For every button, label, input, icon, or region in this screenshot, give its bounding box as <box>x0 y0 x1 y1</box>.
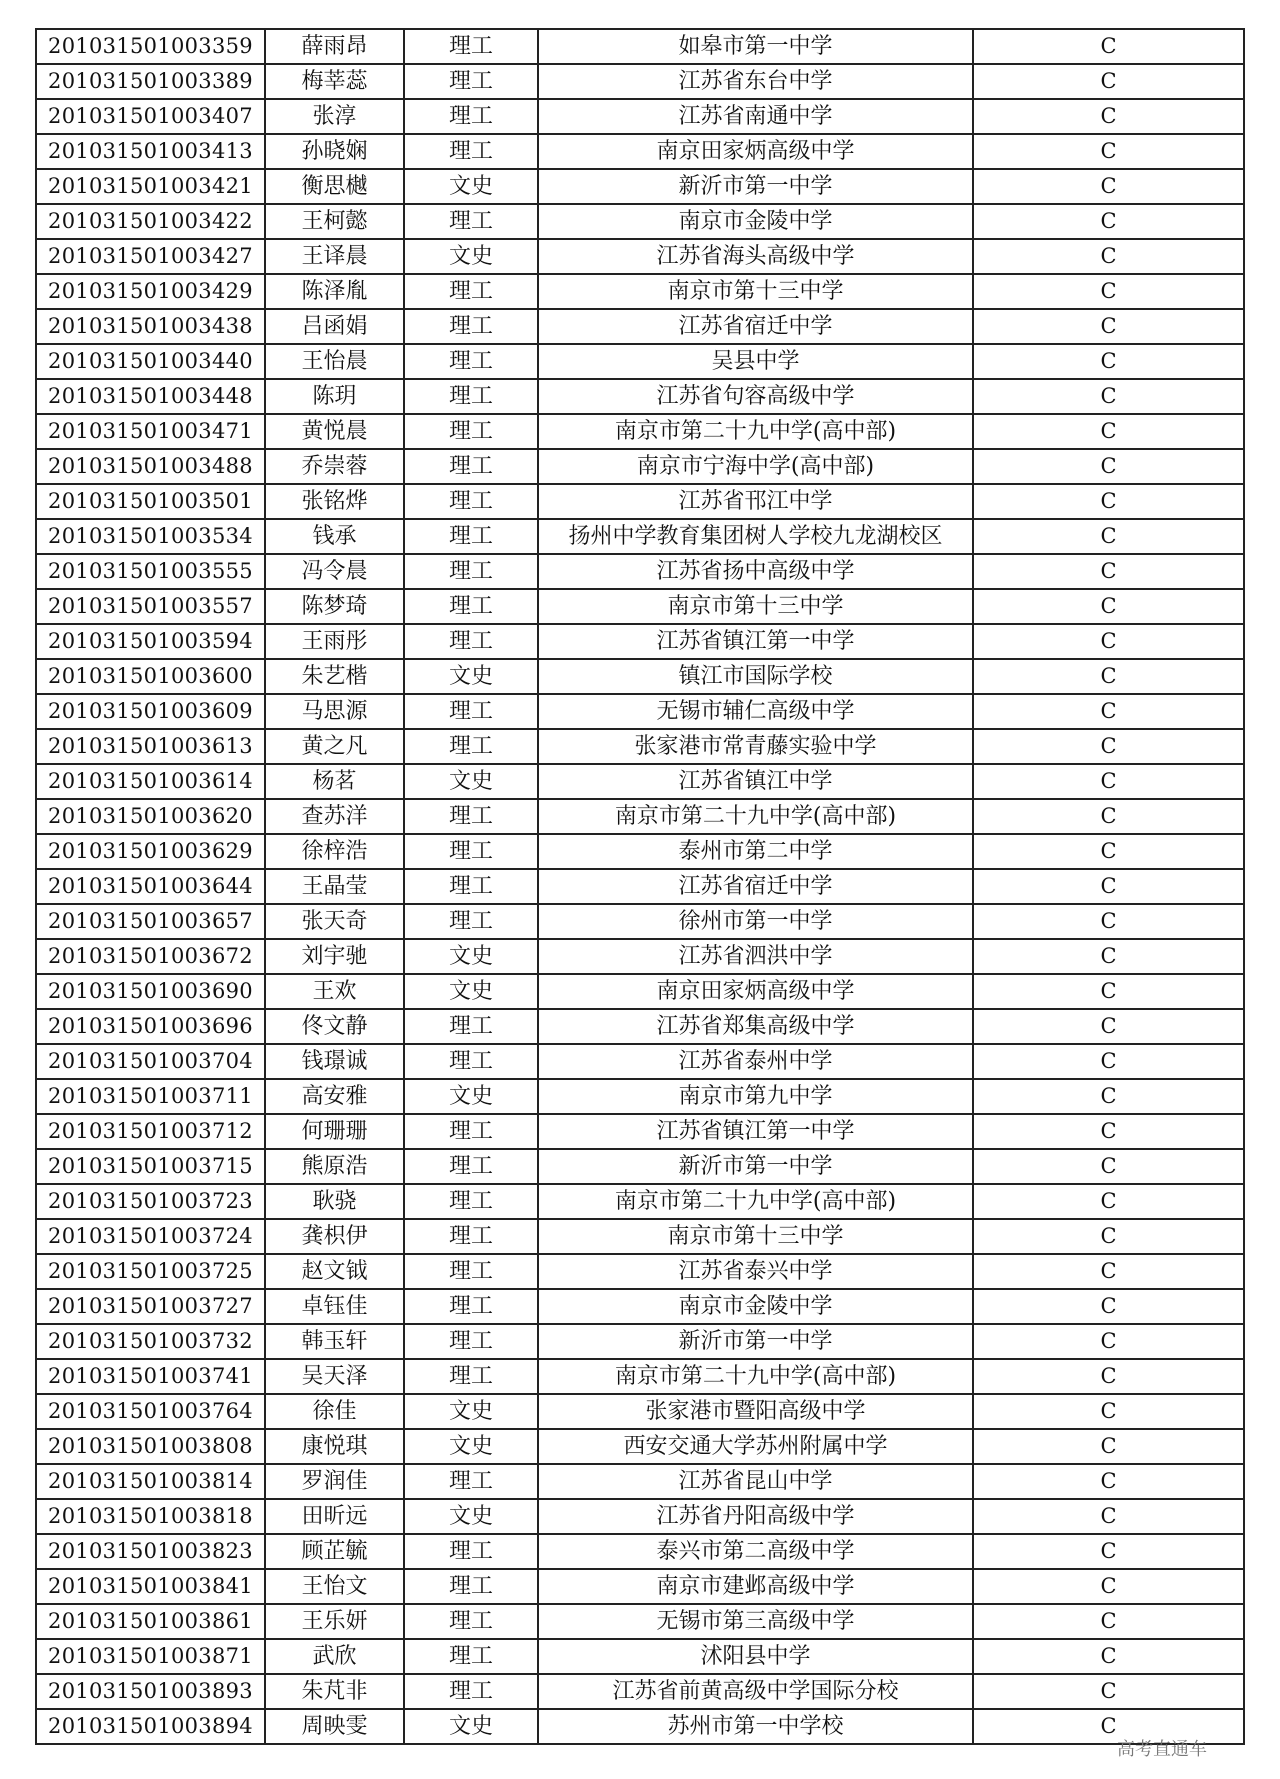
school-cell: 江苏省南通中学 <box>538 99 973 134</box>
subject-track-cell: 理工 <box>404 1604 538 1639</box>
table-row <box>36 1009 1244 1044</box>
exam-id-cell: 201031501003614 <box>36 764 265 799</box>
exam-id-cell: 201031501003501 <box>36 484 265 519</box>
subject-track-cell: 文史 <box>404 1394 538 1429</box>
table-row <box>36 134 1244 169</box>
subject-track-cell: 理工 <box>404 1149 538 1184</box>
table-row <box>36 309 1244 344</box>
exam-id-cell: 201031501003727 <box>36 1289 265 1324</box>
grade-cell: C <box>973 589 1244 624</box>
student-name-cell: 陈玥 <box>265 379 404 414</box>
watermark-text: 高考直通车 <box>1117 1739 1207 1760</box>
school-cell: 江苏省扬中高级中学 <box>538 554 973 589</box>
table-body <box>36 29 1244 1744</box>
subject-track-cell: 文史 <box>404 659 538 694</box>
table-row <box>36 169 1244 204</box>
grade-cell: C <box>973 204 1244 239</box>
table-row <box>36 624 1244 659</box>
grade-cell: C <box>973 1289 1244 1324</box>
grade-cell: C <box>973 344 1244 379</box>
student-name-cell: 乔崇蓉 <box>265 449 404 484</box>
table-row <box>36 1114 1244 1149</box>
subject-track-cell: 理工 <box>404 799 538 834</box>
table-row <box>36 974 1244 1009</box>
school-cell: 江苏省郑集高级中学 <box>538 1009 973 1044</box>
school-cell: 江苏省镇江中学 <box>538 764 973 799</box>
student-name-cell: 何珊珊 <box>265 1114 404 1149</box>
exam-id-cell: 201031501003613 <box>36 729 265 764</box>
student-name-cell: 卓钰佳 <box>265 1289 404 1324</box>
school-cell: 沭阳县中学 <box>538 1639 973 1674</box>
student-name-cell: 马思源 <box>265 694 404 729</box>
exam-id-cell: 201031501003724 <box>36 1219 265 1254</box>
subject-track-cell: 文史 <box>404 1499 538 1534</box>
grade-cell: C <box>973 1359 1244 1394</box>
grade-cell: C <box>973 764 1244 799</box>
grade-cell: C <box>973 519 1244 554</box>
subject-track-cell: 文史 <box>404 1079 538 1114</box>
table-row <box>36 379 1244 414</box>
exam-id-cell: 201031501003644 <box>36 869 265 904</box>
grade-cell: C <box>973 624 1244 659</box>
exam-id-cell: 201031501003894 <box>36 1709 265 1744</box>
student-name-cell: 陈梦琦 <box>265 589 404 624</box>
student-name-cell: 康悦琪 <box>265 1429 404 1464</box>
subject-track-cell: 理工 <box>404 519 538 554</box>
exam-id-cell: 201031501003711 <box>36 1079 265 1114</box>
school-cell: 南京市第十三中学 <box>538 589 973 624</box>
school-cell: 江苏省海头高级中学 <box>538 239 973 274</box>
subject-track-cell: 理工 <box>404 869 538 904</box>
student-name-cell: 钱璟诚 <box>265 1044 404 1079</box>
school-cell: 江苏省镇江第一中学 <box>538 1114 973 1149</box>
table-row <box>36 1044 1244 1079</box>
exam-id-cell: 201031501003422 <box>36 204 265 239</box>
subject-track-cell: 理工 <box>404 1569 538 1604</box>
school-cell: 江苏省昆山中学 <box>538 1464 973 1499</box>
subject-track-cell: 文史 <box>404 939 538 974</box>
subject-track-cell: 理工 <box>404 344 538 379</box>
student-name-cell: 王乐妍 <box>265 1604 404 1639</box>
grade-cell: C <box>973 239 1244 274</box>
subject-track-cell: 理工 <box>404 1534 538 1569</box>
exam-id-cell: 201031501003818 <box>36 1499 265 1534</box>
student-name-cell: 杨茗 <box>265 764 404 799</box>
subject-track-cell: 文史 <box>404 974 538 1009</box>
subject-track-cell: 文史 <box>404 169 538 204</box>
table-row <box>36 519 1244 554</box>
grade-cell: C <box>973 1639 1244 1674</box>
student-name-cell: 赵文钺 <box>265 1254 404 1289</box>
subject-track-cell: 理工 <box>404 1114 538 1149</box>
subject-track-cell: 理工 <box>404 624 538 659</box>
school-cell: 泰州市第二中学 <box>538 834 973 869</box>
school-cell: 泰兴市第二高级中学 <box>538 1534 973 1569</box>
school-cell: 南京田家炳高级中学 <box>538 974 973 1009</box>
exam-id-cell: 201031501003715 <box>36 1149 265 1184</box>
school-cell: 江苏省前黄高级中学国际分校 <box>538 1674 973 1709</box>
exam-id-cell: 201031501003725 <box>36 1254 265 1289</box>
table-row <box>36 1219 1244 1254</box>
table-row <box>36 449 1244 484</box>
subject-track-cell: 理工 <box>404 204 538 239</box>
subject-track-cell: 文史 <box>404 1709 538 1744</box>
student-name-cell: 熊原浩 <box>265 1149 404 1184</box>
subject-track-cell: 理工 <box>404 1254 538 1289</box>
student-name-cell: 王晶莹 <box>265 869 404 904</box>
subject-track-cell: 理工 <box>404 64 538 99</box>
table-row <box>36 1359 1244 1394</box>
exam-id-cell: 201031501003407 <box>36 99 265 134</box>
subject-track-cell: 理工 <box>404 1044 538 1079</box>
student-name-cell: 韩玉轩 <box>265 1324 404 1359</box>
exam-id-cell: 201031501003629 <box>36 834 265 869</box>
exam-id-cell: 201031501003471 <box>36 414 265 449</box>
table-row <box>36 939 1244 974</box>
school-cell: 苏州市第一中学校 <box>538 1709 973 1744</box>
school-cell: 南京市宁海中学(高中部) <box>538 449 973 484</box>
subject-track-cell: 理工 <box>404 1359 538 1394</box>
grade-cell: C <box>973 379 1244 414</box>
student-name-cell: 高安雅 <box>265 1079 404 1114</box>
exam-id-cell: 201031501003732 <box>36 1324 265 1359</box>
exam-id-cell: 201031501003704 <box>36 1044 265 1079</box>
table-row <box>36 99 1244 134</box>
student-name-cell: 耿骁 <box>265 1184 404 1219</box>
student-name-cell: 王柯懿 <box>265 204 404 239</box>
school-cell: 镇江市国际学校 <box>538 659 973 694</box>
grade-cell: C <box>973 1709 1244 1744</box>
table-row <box>36 1674 1244 1709</box>
student-name-cell: 王欢 <box>265 974 404 1009</box>
exam-id-cell: 201031501003534 <box>36 519 265 554</box>
grade-cell: C <box>973 99 1244 134</box>
grade-cell: C <box>973 484 1244 519</box>
subject-track-cell: 理工 <box>404 29 538 64</box>
subject-track-cell: 理工 <box>404 309 538 344</box>
student-name-cell: 黄之凡 <box>265 729 404 764</box>
school-cell: 南京市第二十九中学(高中部) <box>538 414 973 449</box>
table-row <box>36 904 1244 939</box>
subject-track-cell: 理工 <box>404 449 538 484</box>
subject-track-cell: 理工 <box>404 1324 538 1359</box>
subject-track-cell: 理工 <box>404 1464 538 1499</box>
exam-id-cell: 201031501003823 <box>36 1534 265 1569</box>
subject-track-cell: 理工 <box>404 1009 538 1044</box>
exam-id-cell: 201031501003657 <box>36 904 265 939</box>
table-row <box>36 414 1244 449</box>
school-cell: 扬州中学教育集团树人学校九龙湖校区 <box>538 519 973 554</box>
subject-track-cell: 文史 <box>404 764 538 799</box>
grade-cell: C <box>973 414 1244 449</box>
school-cell: 南京市金陵中学 <box>538 204 973 239</box>
school-cell: 新沂市第一中学 <box>538 169 973 204</box>
student-name-cell: 罗润佳 <box>265 1464 404 1499</box>
subject-track-cell: 理工 <box>404 1219 538 1254</box>
subject-track-cell: 理工 <box>404 834 538 869</box>
school-cell: 新沂市第一中学 <box>538 1149 973 1184</box>
exam-id-cell: 201031501003764 <box>36 1394 265 1429</box>
grade-cell: C <box>973 1044 1244 1079</box>
table-row <box>36 1499 1244 1534</box>
exam-id-cell: 201031501003893 <box>36 1674 265 1709</box>
grade-cell: C <box>973 1499 1244 1534</box>
grade-cell: C <box>973 1079 1244 1114</box>
student-name-cell: 周映雯 <box>265 1709 404 1744</box>
subject-track-cell: 理工 <box>404 414 538 449</box>
school-cell: 江苏省镇江第一中学 <box>538 624 973 659</box>
school-cell: 江苏省泰兴中学 <box>538 1254 973 1289</box>
grade-cell: C <box>973 659 1244 694</box>
exam-id-cell: 201031501003557 <box>36 589 265 624</box>
subject-track-cell: 理工 <box>404 379 538 414</box>
subject-track-cell: 理工 <box>404 274 538 309</box>
school-cell: 南京市第二十九中学(高中部) <box>538 799 973 834</box>
subject-track-cell: 理工 <box>404 1184 538 1219</box>
exam-id-cell: 201031501003413 <box>36 134 265 169</box>
table-row <box>36 1289 1244 1324</box>
exam-id-cell: 201031501003600 <box>36 659 265 694</box>
grade-cell: C <box>973 1219 1244 1254</box>
table-row <box>36 1534 1244 1569</box>
school-cell: 南京田家炳高级中学 <box>538 134 973 169</box>
grade-cell: C <box>973 1674 1244 1709</box>
table-row <box>36 1324 1244 1359</box>
student-name-cell: 王译晨 <box>265 239 404 274</box>
table-row <box>36 659 1244 694</box>
school-cell: 徐州市第一中学 <box>538 904 973 939</box>
subject-track-cell: 理工 <box>404 694 538 729</box>
student-results-table <box>35 28 1245 1745</box>
exam-id-cell: 201031501003438 <box>36 309 265 344</box>
exam-id-cell: 201031501003690 <box>36 974 265 1009</box>
table-row <box>36 1184 1244 1219</box>
table-row <box>36 1639 1244 1674</box>
school-cell: 江苏省泰州中学 <box>538 1044 973 1079</box>
subject-track-cell: 理工 <box>404 484 538 519</box>
exam-id-cell: 201031501003389 <box>36 64 265 99</box>
school-cell: 南京市第二十九中学(高中部) <box>538 1184 973 1219</box>
exam-id-cell: 201031501003808 <box>36 1429 265 1464</box>
table-row <box>36 1569 1244 1604</box>
grade-cell: C <box>973 799 1244 834</box>
exam-id-cell: 201031501003814 <box>36 1464 265 1499</box>
subject-track-cell: 理工 <box>404 1639 538 1674</box>
table-row <box>36 1149 1244 1184</box>
grade-cell: C <box>973 939 1244 974</box>
school-cell: 张家港市暨阳高级中学 <box>538 1394 973 1429</box>
subject-track-cell: 理工 <box>404 1674 538 1709</box>
school-cell: 江苏省宿迁中学 <box>538 869 973 904</box>
school-cell: 如皋市第一中学 <box>538 29 973 64</box>
grade-cell: C <box>973 1464 1244 1499</box>
subject-track-cell: 理工 <box>404 589 538 624</box>
school-cell: 江苏省邗江中学 <box>538 484 973 519</box>
exam-id-cell: 201031501003429 <box>36 274 265 309</box>
exam-id-cell: 201031501003741 <box>36 1359 265 1394</box>
grade-cell: C <box>973 869 1244 904</box>
student-name-cell: 冯令晨 <box>265 554 404 589</box>
student-name-cell: 衡思樾 <box>265 169 404 204</box>
table-row <box>36 344 1244 379</box>
subject-track-cell: 理工 <box>404 134 538 169</box>
student-name-cell: 薛雨昂 <box>265 29 404 64</box>
school-cell: 江苏省泗洪中学 <box>538 939 973 974</box>
school-cell: 南京市建邺高级中学 <box>538 1569 973 1604</box>
grade-cell: C <box>973 134 1244 169</box>
exam-id-cell: 201031501003448 <box>36 379 265 414</box>
table-row <box>36 799 1244 834</box>
school-cell: 江苏省丹阳高级中学 <box>538 1499 973 1534</box>
table-row <box>36 1464 1244 1499</box>
student-name-cell: 武欣 <box>265 1639 404 1674</box>
table-row <box>36 1709 1244 1744</box>
student-name-cell: 徐梓浩 <box>265 834 404 869</box>
grade-cell: C <box>973 309 1244 344</box>
school-cell: 南京市第十三中学 <box>538 1219 973 1254</box>
exam-id-cell: 201031501003861 <box>36 1604 265 1639</box>
table-row <box>36 1254 1244 1289</box>
subject-track-cell: 文史 <box>404 239 538 274</box>
table-row <box>36 484 1244 519</box>
subject-track-cell: 理工 <box>404 554 538 589</box>
grade-cell: C <box>973 29 1244 64</box>
school-cell: 无锡市辅仁高级中学 <box>538 694 973 729</box>
student-name-cell: 吕函娟 <box>265 309 404 344</box>
student-name-cell: 王怡文 <box>265 1569 404 1604</box>
school-cell: 南京市第十三中学 <box>538 274 973 309</box>
grade-cell: C <box>973 729 1244 764</box>
grade-cell: C <box>973 1394 1244 1429</box>
student-name-cell: 田昕远 <box>265 1499 404 1534</box>
grade-cell: C <box>973 904 1244 939</box>
student-name-cell: 梅莘蕊 <box>265 64 404 99</box>
exam-id-cell: 201031501003871 <box>36 1639 265 1674</box>
student-name-cell: 朱芃非 <box>265 1674 404 1709</box>
exam-id-cell: 201031501003609 <box>36 694 265 729</box>
table-row <box>36 834 1244 869</box>
grade-cell: C <box>973 834 1244 869</box>
exam-id-cell: 201031501003555 <box>36 554 265 589</box>
table-row <box>36 554 1244 589</box>
exam-id-cell: 201031501003427 <box>36 239 265 274</box>
table-row <box>36 204 1244 239</box>
exam-id-cell: 201031501003696 <box>36 1009 265 1044</box>
grade-cell: C <box>973 1184 1244 1219</box>
school-cell: 江苏省宿迁中学 <box>538 309 973 344</box>
school-cell: 南京市第九中学 <box>538 1079 973 1114</box>
student-name-cell: 张天奇 <box>265 904 404 939</box>
student-name-cell: 徐佳 <box>265 1394 404 1429</box>
table-row <box>36 1429 1244 1464</box>
table-row <box>36 1604 1244 1639</box>
school-cell: 南京市第二十九中学(高中部) <box>538 1359 973 1394</box>
exam-id-cell: 201031501003594 <box>36 624 265 659</box>
subject-track-cell: 文史 <box>404 1429 538 1464</box>
grade-cell: C <box>973 1114 1244 1149</box>
table-row <box>36 729 1244 764</box>
grade-cell: C <box>973 1324 1244 1359</box>
student-name-cell: 龚枳伊 <box>265 1219 404 1254</box>
school-cell: 西安交通大学苏州附属中学 <box>538 1429 973 1464</box>
grade-cell: C <box>973 1534 1244 1569</box>
student-name-cell: 张淳 <box>265 99 404 134</box>
table-row <box>36 64 1244 99</box>
table-row <box>36 694 1244 729</box>
grade-cell: C <box>973 1009 1244 1044</box>
subject-track-cell: 理工 <box>404 904 538 939</box>
grade-cell: C <box>973 64 1244 99</box>
exam-id-cell: 201031501003712 <box>36 1114 265 1149</box>
table-row <box>36 239 1244 274</box>
exam-id-cell: 201031501003359 <box>36 29 265 64</box>
subject-track-cell: 理工 <box>404 1289 538 1324</box>
table-row <box>36 764 1244 799</box>
exam-id-cell: 201031501003620 <box>36 799 265 834</box>
student-name-cell: 查苏洋 <box>265 799 404 834</box>
table-row <box>36 29 1244 64</box>
grade-cell: C <box>973 274 1244 309</box>
student-name-cell: 孙晓娴 <box>265 134 404 169</box>
table-row <box>36 1394 1244 1429</box>
grade-cell: C <box>973 1429 1244 1464</box>
school-cell: 吴县中学 <box>538 344 973 379</box>
student-name-cell: 吴天泽 <box>265 1359 404 1394</box>
student-name-cell: 王怡晨 <box>265 344 404 379</box>
grade-cell: C <box>973 449 1244 484</box>
student-name-cell: 朱艺楷 <box>265 659 404 694</box>
school-cell: 江苏省句容高级中学 <box>538 379 973 414</box>
student-name-cell: 钱承 <box>265 519 404 554</box>
exam-id-cell: 201031501003841 <box>36 1569 265 1604</box>
table-row <box>36 274 1244 309</box>
student-name-cell: 张铭烨 <box>265 484 404 519</box>
table-row <box>36 869 1244 904</box>
grade-cell: C <box>973 1604 1244 1639</box>
subject-track-cell: 理工 <box>404 99 538 134</box>
school-cell: 江苏省东台中学 <box>538 64 973 99</box>
grade-cell: C <box>973 169 1244 204</box>
student-name-cell: 刘宇驰 <box>265 939 404 974</box>
table-row <box>36 589 1244 624</box>
grade-cell: C <box>973 694 1244 729</box>
exam-id-cell: 201031501003421 <box>36 169 265 204</box>
subject-track-cell: 理工 <box>404 729 538 764</box>
grade-cell: C <box>973 1149 1244 1184</box>
grade-cell: C <box>973 974 1244 1009</box>
school-cell: 张家港市常青藤实验中学 <box>538 729 973 764</box>
student-name-cell: 佟文静 <box>265 1009 404 1044</box>
student-name-cell: 陈泽胤 <box>265 274 404 309</box>
student-name-cell: 顾芷毓 <box>265 1534 404 1569</box>
student-name-cell: 黄悦晨 <box>265 414 404 449</box>
exam-id-cell: 201031501003672 <box>36 939 265 974</box>
school-cell: 南京市金陵中学 <box>538 1289 973 1324</box>
exam-id-cell: 201031501003723 <box>36 1184 265 1219</box>
grade-cell: C <box>973 554 1244 589</box>
exam-id-cell: 201031501003488 <box>36 449 265 484</box>
student-name-cell: 王雨彤 <box>265 624 404 659</box>
school-cell: 无锡市第三高级中学 <box>538 1604 973 1639</box>
school-cell: 新沂市第一中学 <box>538 1324 973 1359</box>
exam-id-cell: 201031501003440 <box>36 344 265 379</box>
grade-cell: C <box>973 1569 1244 1604</box>
grade-cell: C <box>973 1254 1244 1289</box>
table-row <box>36 1079 1244 1114</box>
